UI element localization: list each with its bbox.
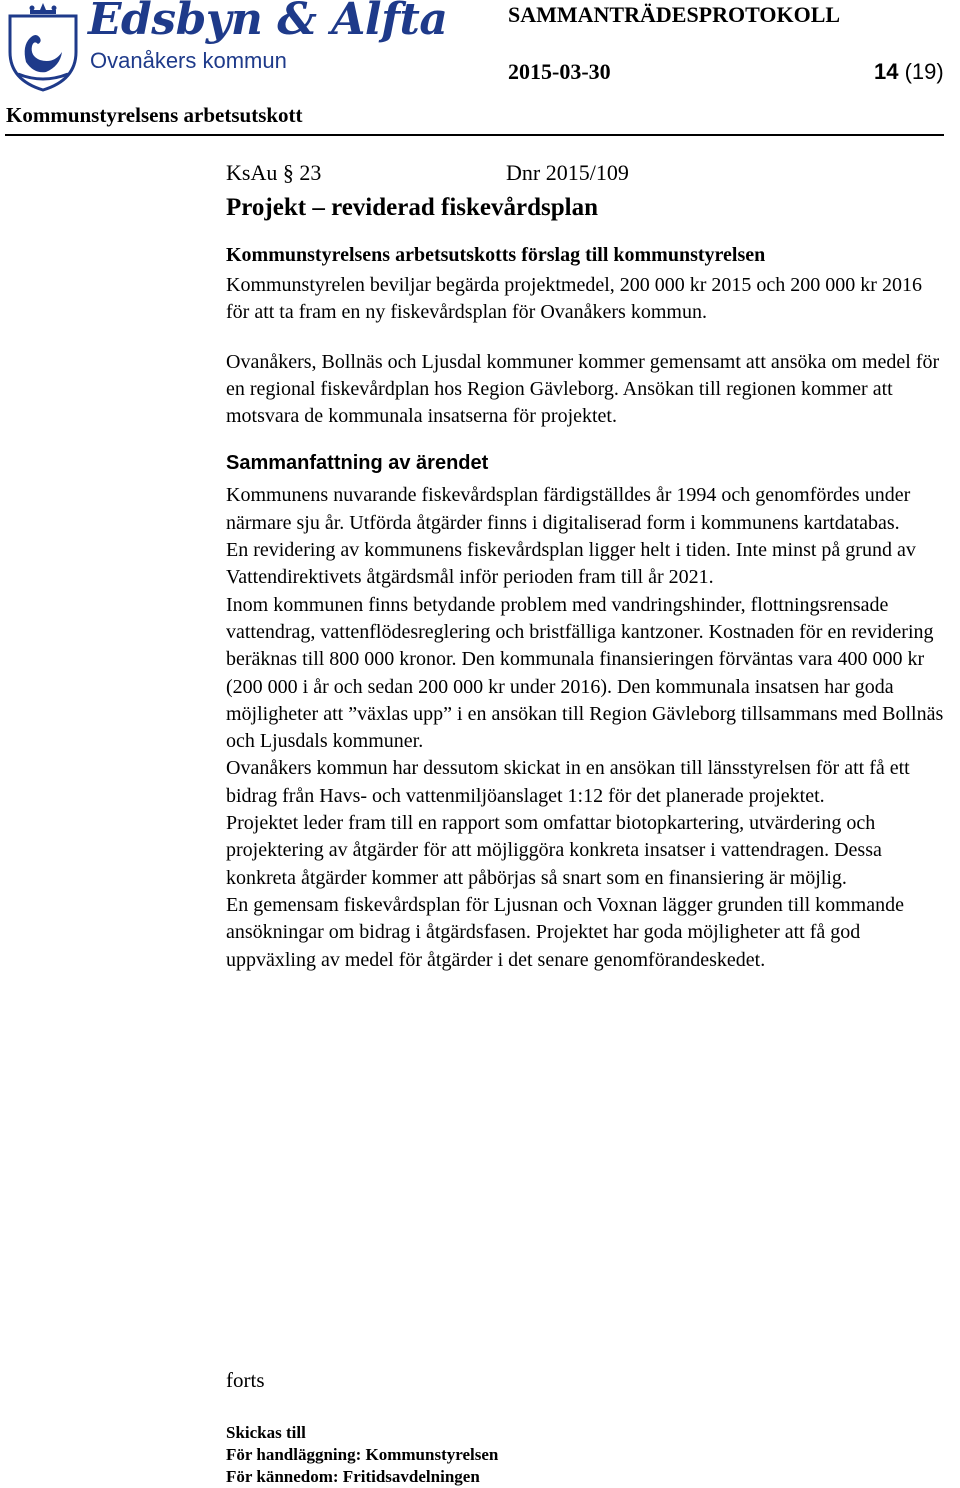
header-divider — [5, 134, 944, 136]
proposal-paragraph: Ovanåkers, Bollnäs och Ljusdal kommuner kommer gemensamt att ansöka om medel för en regional fiskevårdplan hos Region Gävleborg. Ansökan till regionen kommer att motsvara de kommunala insatserna för projektet. — [226, 350, 940, 428]
swan-emblem-icon — [0, 0, 86, 92]
document-type: SAMMANTRÄDESPROTOKOLL — [508, 2, 841, 27]
case-title: Projekt – reviderad fiskevårdsplan — [226, 194, 598, 221]
main-content — [226, 160, 946, 974]
for-handling: För handläggning: Kommunstyrelsen — [226, 1445, 499, 1464]
page-total: (19) — [904, 59, 944, 84]
for-info: För kännedom: Fritidsavdelningen — [226, 1467, 480, 1486]
logo-subtitle: Ovanåkers kommun — [90, 48, 287, 73]
case-reference — [226, 160, 946, 190]
municipality-logo — [0, 0, 448, 96]
logo-wordmark: Edsbyn & Alfta — [88, 0, 448, 45]
proposal-paragraph: Kommunstyrelen beviljar begärda projektmedel, 200 000 kr 2015 och 200 000 kr 2016 för att ta fram en ny fiskevårdsplan för Ovanåkers kommun. — [226, 274, 922, 324]
distribution-footer — [226, 1422, 498, 1488]
page-number — [874, 59, 944, 85]
summary-paragraph: En gemensam fiskevårdsplan för Ljusnan och Voxnan lägger grunden till kommande ansökningar om bidrag i åtgärdsfasen. Projektet har goda möjligheter att få god uppväxling av medel för åtgärder i det senare genomförandeskedet. — [226, 893, 904, 971]
continuation-note: forts — [226, 1368, 265, 1392]
meeting-date: 2015-03-30 — [508, 59, 611, 84]
send-to-label: Skickas till — [226, 1423, 306, 1442]
summary-paragraph: Projektet leder fram till en rapport som omfattar biotopkartering, utvärdering och projektering av åtgärder för att möjliggöra konkreta insatser i vattendragen. Dessa konkreta åtgärder kommer att påbörjas så snart som en finansiering är möjlig. — [226, 812, 882, 889]
committee-name: Kommunstyrelsens arbetsutskott — [6, 103, 303, 127]
proposal-heading: Kommunstyrelsens arbetsutskotts förslag till kommunstyrelsen — [226, 244, 766, 266]
case-dnr: Dnr 2015/109 — [506, 160, 629, 185]
summary-paragraph: Ovanåkers kommun har dessutom skickat in en ansökan till länsstyrelsen för att få ett bidrag från Havs- och vattenmiljöanslaget 1:12 för det planerade projektet. — [226, 757, 910, 807]
summary-heading: Sammanfattning av ärendet — [226, 452, 489, 475]
case-id: KsAu § 23 — [226, 160, 322, 185]
page-current: 14 — [874, 59, 899, 84]
summary-paragraph: Inom kommunen finns betydande problem med vandringshinder, flottningsrensade vattendrag, vattenflödesreglering och bristfälliga kantzoner. Kostnaden för en revidering beräknas till 800 000 kronor. Den kommunala finansieringen förväntas vara 400 000 kr (200 000 i år och sedan 200 000 kr under 2016). Den kommunala insatsen har goda möjligheter att ”växlas upp” i en ansökan till Region Gävleborg tillsammans med Bollnäs och Ljusdals kommuner. — [226, 593, 944, 753]
summary-paragraph: En revidering av kommunens fiskevårdsplan ligger helt i tiden. Inte minst på grund av Vattendirektivets åtgärdsmål inför perioden fram till år 2021. — [226, 539, 916, 589]
summary-paragraph: Kommunens nuvarande fiskevårdsplan färdigställdes år 1994 och genomfördes under närmare sju år. Utförda åtgärder finns i digitaliserad form i kommunens kartdatabas. — [226, 484, 911, 534]
